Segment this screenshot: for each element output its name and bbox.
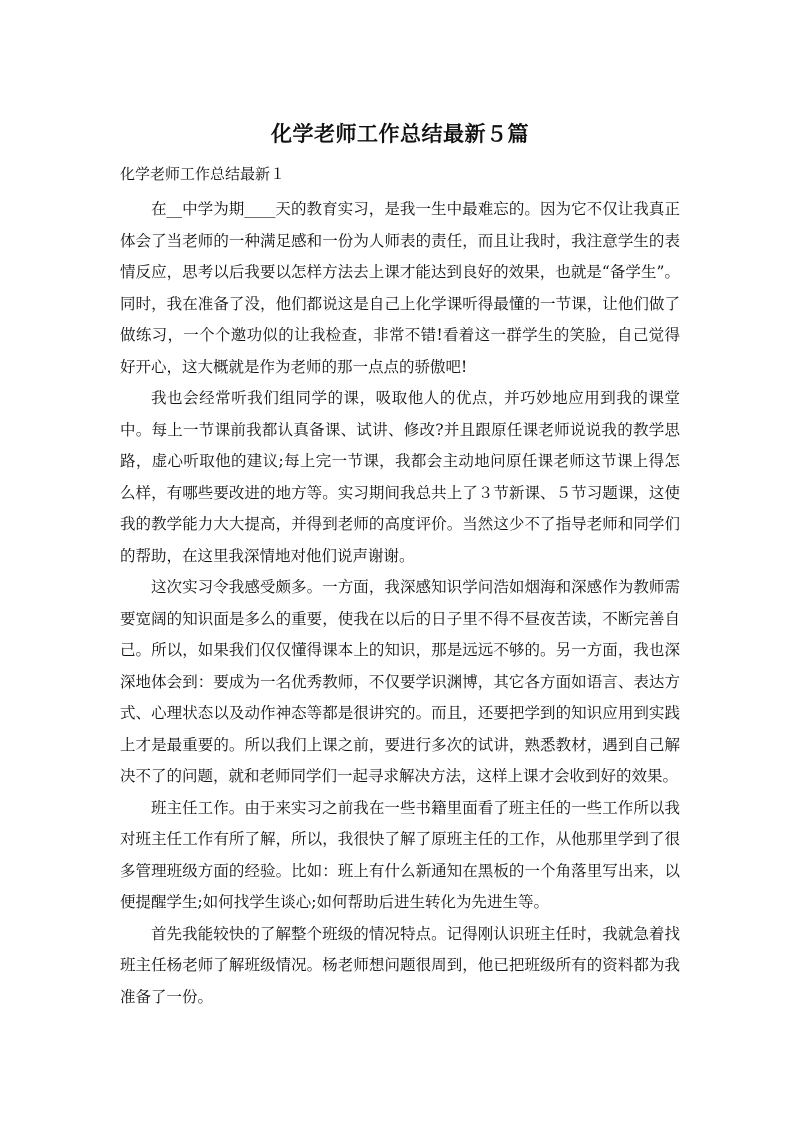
page-title: 化学老师工作总结最新５篇 <box>271 122 529 146</box>
paragraph-5: 首先我能较快的了解整个班级的情况特点。记得刚认识班主任时，我就急着找班主任杨老师了解班级情况。杨老师想问题很周到，他已把班级所有的资料都为我准备了一份。 <box>120 924 680 1006</box>
paragraph-3: 这次实习令我感受颇多。一方面，我深感知识学问浩如烟海和深感作为教师需要宽阔的知识面是多么的重要，使我在以后的日子里不得不昼夜苦读，不断完善自己。所以，如果我们仅仅懂得课本上的知识，那是远远不够的。另一方面，我也深深地体会到：要成为一名优秀教师，不仅要学识渊博，其它各方面如语言、表达方式、心理状态以及动作神态等都是很讲究的。而且，还要把学到的知识应用到实践上才是最重要的。所以我们上课之前，要进行多次的试讲，熟悉教材，遇到自己解决不了的问题，就和老师同学们一起寻求解决方法，这样上课才会收到好的效果。 <box>120 578 680 785</box>
paragraph-4: 班主任工作。由于来实习之前我在一些书籍里面看了班主任的一些工作所以我对班主任工作有所了解，所以，我很快了解了原班主任的工作，从他那里学到了很多管理班级方面的经验。比如：班上有什么新通知在黑板的一个角落里写出来，以便提醒学生;如何找学生谈心;如何帮助后进生转化为先进生等。 <box>120 798 680 911</box>
document-body <box>120 194 680 1013</box>
paragraph-1: 在__中学为期____天的教育实习，是我一生中最难忘的。因为它不仅让我真正体会了当老师的一种满足感和一份为人师表的责任，而且让我时，我注意学生的表情反应，思考以后我要以怎样方法去上课才能达到良好的效果，也就是“备学生”。同时，我在准备了没，他们都说这是自己上化学课听得最懂的一节课，让他们做了做练习，一个个邀功似的让我检查，非常不错!看着这一群学生的笑脸，自己觉得好开心，这大概就是作为老师的那一点点的骄傲吧! <box>120 200 680 376</box>
section-heading: 化学老师工作总结最新１ <box>120 165 286 183</box>
paragraph-2: 我也会经常听我们组同学的课，吸取他人的优点，并巧妙地应用到我的课堂中。每上一节课前我都认真备课、试讲、修改?并且跟原任课老师说说我的教学思路，虚心听取他的建议;每上完一节课，我都会主动地问原任课老师这节课上得怎么样，有哪些要改进的地方等。实习期间我总共上了３节新课、５节习题课，这使我的教学能力大大提高，并得到老师的高度评价。当然这少不了指导老师和同学们的帮助，在这里我深情地对他们说声谢谢。 <box>120 389 680 565</box>
